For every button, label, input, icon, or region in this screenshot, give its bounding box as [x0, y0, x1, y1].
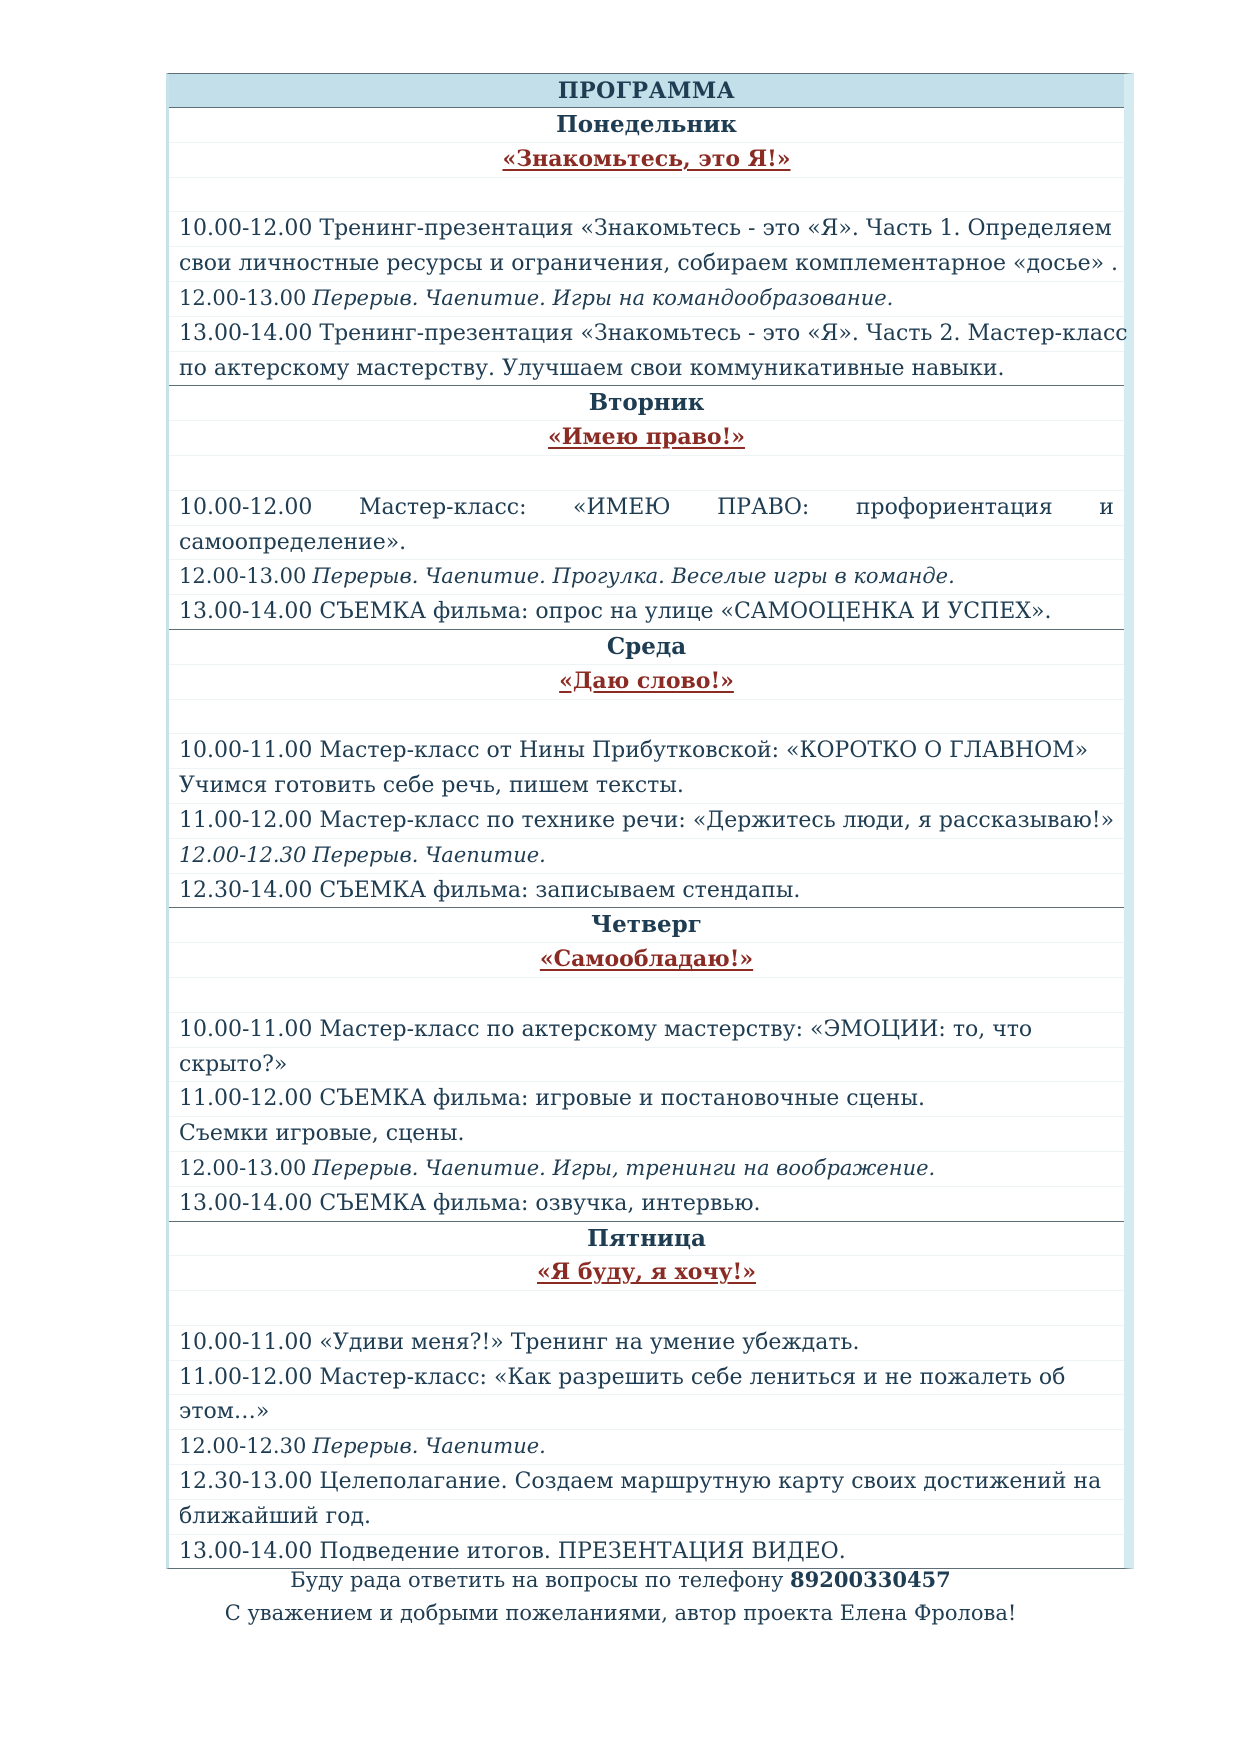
schedule-line: Съемки игровые, сцены.: [169, 1117, 1124, 1152]
day-name: Четверг: [169, 908, 1124, 943]
schedule-line: 13.00-14.00 Подведение итогов. ПРЕЗЕНТАЦИЯ ВИДЕО.: [179, 1538, 846, 1564]
schedule-line: скрыто?»: [169, 1048, 1124, 1083]
day-monday: [169, 108, 1128, 386]
schedule-line: 10.00-12.00 Тренинг-презентация «Знакомьтесь - это «Я». Часть 1. Определяем: [169, 212, 1124, 247]
day-theme: [169, 1256, 1124, 1291]
day-theme: [169, 143, 1124, 178]
spacer-row: [169, 978, 1124, 1013]
schedule-line: 13.00-14.00 СЪЕМКА фильма: опрос на улице «САМООЦЕНКА И УСПЕХ».: [179, 599, 1052, 625]
day-name: Понедельник: [169, 108, 1124, 143]
schedule-line-break: [169, 839, 1124, 874]
schedule-line: 11.00-12.00 Мастер-класс: «Как разрешить себе лениться и не пожалеть об: [169, 1361, 1124, 1396]
schedule-line: 10.00-11.00 Мастер-класс по актерскому мастерству: «ЭМОЦИИ: то, что: [169, 1013, 1124, 1048]
spacer-row: [169, 1291, 1124, 1326]
break-description: Перерыв. Чаепитие.: [312, 842, 546, 867]
footer-signature: С уважением и добрыми пожеланиями, автор проекта Елена Фролова!: [224, 1601, 1017, 1625]
word: ПРАВО:: [717, 494, 810, 520]
day-theme: [169, 943, 1124, 978]
schedule-line: этом…»: [169, 1395, 1124, 1430]
program-title: ПРОГРАММА: [169, 74, 1124, 108]
word: и: [1099, 494, 1114, 520]
day-theme-text: «Знакомьтесь, это Я!»: [502, 145, 791, 172]
footer-contact-text: Буду рада ответить на вопросы по телефону: [290, 1568, 791, 1592]
schedule-line-justified: [169, 491, 1124, 526]
day-friday: [169, 1222, 1124, 1569]
schedule-line: 10.00-11.00 Мастер-класс от Нины Прибутковской: «КОРОТКО О ГЛАВНОМ»: [169, 734, 1124, 769]
word: «ИМЕЮ: [573, 494, 671, 520]
schedule-line: ближайший год.: [169, 1500, 1124, 1535]
time-range: 12.00-12.30: [179, 1434, 307, 1459]
time-range: 12.00-12.30: [179, 842, 307, 867]
day-thursday: [169, 908, 1124, 1221]
schedule-line: Учимся готовить себе речь, пишем тексты.: [169, 769, 1124, 804]
time-range: 12.00-13.00: [179, 285, 307, 310]
day-tuesday: [169, 386, 1124, 630]
day-theme-text: «Самообладаю!»: [539, 946, 754, 973]
break-description: Перерыв. Чаепитие. Прогулка. Веселые игры в команде.: [312, 564, 955, 589]
schedule-line-break: [169, 1152, 1124, 1187]
schedule-line: 13.00-14.00 Тренинг-презентация «Знакомьтесь - это «Я». Часть 2. Мастер-класс: [169, 317, 1124, 352]
day-name: Вторник: [169, 386, 1124, 421]
spacer-row: [169, 456, 1124, 491]
day-theme: [169, 665, 1124, 700]
spacer-row: [169, 700, 1124, 735]
schedule-line: 12.30-13.00 Целеполагание. Создаем маршрутную карту своих достижений на: [169, 1465, 1124, 1500]
word: профориентация: [855, 494, 1053, 520]
schedule-line: самоопределение».: [169, 526, 1124, 561]
schedule-line: по актерскому мастерству. Улучшаем свои коммуникативные навыки.: [179, 355, 1005, 381]
schedule-line-break: [169, 1430, 1124, 1465]
day-theme-text: «Даю слово!»: [559, 667, 734, 694]
schedule-line: 11.00-12.00 СЪЕМКА фильма: игровые и постановочные сцены.: [169, 1082, 1124, 1117]
break-description: Перерыв. Чаепитие. Игры, тренинги на воображение.: [312, 1155, 936, 1180]
day-name: Среда: [169, 630, 1124, 665]
schedule-line: свои личностные ресурсы и ограничения, собираем комплементарное «досье» .: [169, 247, 1124, 282]
schedule-line-break: [169, 282, 1124, 317]
word: 10.00-12.00: [179, 494, 313, 520]
schedule-line: 10.00-11.00 «Удиви меня?!» Тренинг на умение убеждать.: [169, 1326, 1124, 1361]
schedule-line: 11.00-12.00 Мастер-класс по технике речи: «Держитесь люди, я рассказываю!»: [169, 804, 1124, 839]
schedule-line-break: [169, 560, 1124, 595]
time-range: 12.00-13.00: [179, 1155, 307, 1180]
break-description: Перерыв. Чаепитие. Игры на командообразование.: [312, 285, 894, 310]
day-theme-text: «Имею право!»: [548, 424, 745, 451]
spacer-row: [169, 178, 1124, 213]
program-table: [166, 73, 1134, 1569]
day-name: Пятница: [169, 1222, 1124, 1257]
schedule-line: 13.00-14.00 СЪЕМКА фильма: озвучка, интервью.: [179, 1190, 761, 1216]
day-theme-text: «Я буду, я хочу!»: [537, 1259, 756, 1286]
footer-phone: 89200330457: [790, 1567, 951, 1592]
break-description: Перерыв. Чаепитие.: [312, 1434, 546, 1459]
schedule-line: 12.30-14.00 СЪЕМКА фильма: записываем стендапы.: [179, 877, 801, 903]
time-range: 12.00-13.00: [179, 564, 307, 589]
word: Мастер-класс:: [358, 494, 527, 520]
day-wednesday: [169, 630, 1124, 908]
footer-contact: [0, 1567, 1241, 1592]
day-theme: [169, 421, 1124, 456]
